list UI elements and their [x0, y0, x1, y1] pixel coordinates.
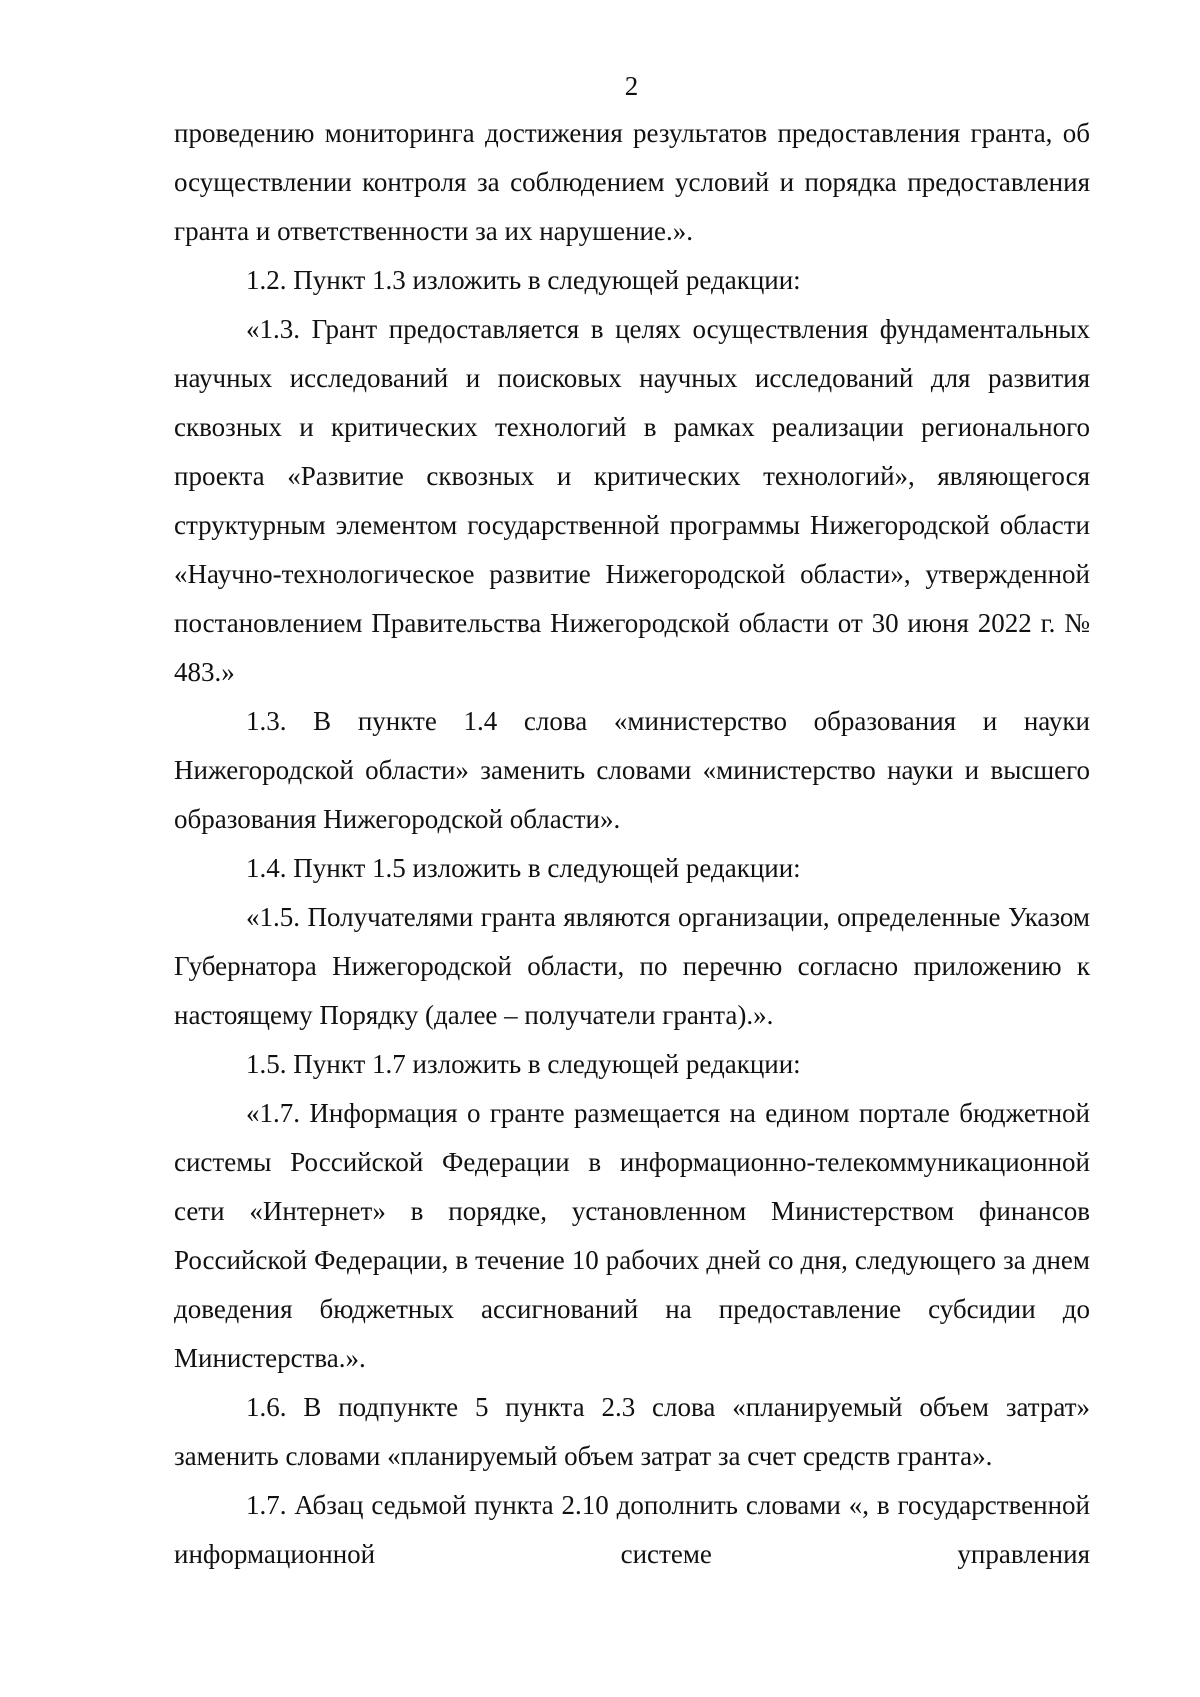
paragraph-1-7: 1.7. Абзац седьмой пункта 2.10 дополнить словами «, в государственной информационной системе управления	[174, 1490, 1090, 1569]
page-number: 2	[624, 71, 639, 101]
paragraph-quote-1-7: «1.7. Информация о гранте размещается на едином портале бюджетной системы Российской Федерации в информационно-телекоммуникационной сети «Интернет» в порядке, установленном Министерством финансов Российской Федерации, в течение 10 рабочих дней со дня, следующего за днем доведения бюджетных ассигнований на предоставление субсидии до Министерства.».	[174, 1098, 1090, 1373]
document-body	[174, 109, 1090, 1579]
paragraph-continuation: проведению мониторинга достижения результатов предоставления гранта, об осуществлении контроля за соблюдением условий и порядка предоставления гранта и ответственности за их нарушение.».	[174, 118, 1090, 246]
paragraph-quote-1-3: «1.3. Грант предоставляется в целях осуществления фундаментальных научных исследований и поисковых научных исследований для развития сквозных и критических технологий в рамках реализации регионального проекта «Развитие сквозных и критических технологий», являющегося структурным элементом государственной программы Нижегородской области «Научно-технологическое развитие Нижегородской области», утвержденной постановлением Правительства Нижегородской области от 30 июня 2022 г. № 483.»	[174, 314, 1090, 687]
paragraph-1-3: 1.3. В пункте 1.4 слова «министерство образования и науки Нижегородской области» заменить словами «министерство науки и высшего образования Нижегородской области».	[174, 706, 1090, 834]
paragraph-quote-1-5: «1.5. Получателями гранта являются организации, определенные Указом Губернатора Нижегородской области, по перечню согласно приложению к настоящему Порядку (далее – получатели гранта).».	[174, 902, 1090, 1030]
paragraph-1-6: 1.6. В подпункте 5 пункта 2.3 слова «планируемый объем затрат» заменить словами «планируемый объем затрат за счет средств гранта».	[174, 1392, 1090, 1471]
paragraph-1-4: 1.4. Пункт 1.5 изложить в следующей редакции:	[246, 853, 801, 883]
paragraph-1-2: 1.2. Пункт 1.3 изложить в следующей редакции:	[246, 265, 801, 295]
paragraph-1-5: 1.5. Пункт 1.7 изложить в следующей редакции:	[246, 1049, 801, 1079]
